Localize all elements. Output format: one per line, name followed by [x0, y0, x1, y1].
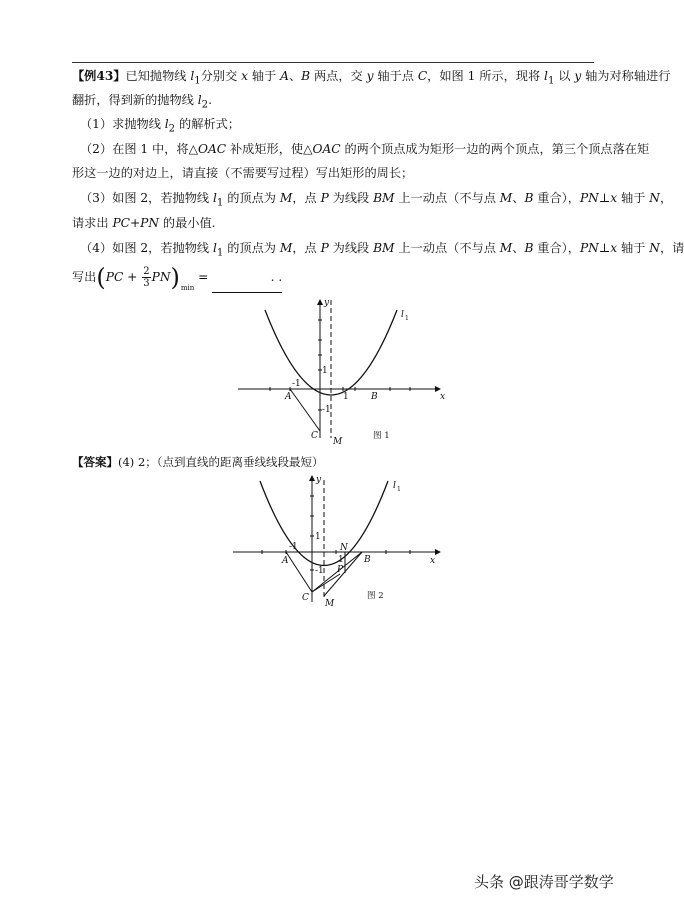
text: 以 — [554, 69, 575, 83]
text: 补成矩形，使△ — [226, 142, 313, 156]
var-OAC: OAC — [312, 142, 341, 156]
text: 轴于点 — [373, 69, 418, 83]
var-N: N — [649, 241, 660, 255]
var-l: l — [212, 241, 217, 255]
var-P: P — [320, 241, 329, 255]
text: ，如图 1 所示，现将 — [427, 69, 545, 83]
watermark: 头条 @跟涛哥学数学 — [474, 873, 614, 891]
sub: 1 — [194, 75, 201, 87]
tick-one-y: 1 — [315, 532, 321, 542]
point-N: N — [340, 543, 348, 553]
answer-text: (4) 2；（点到直线的距离垂线线段最短） — [118, 455, 324, 469]
tick-neg-one-y: -1 — [315, 566, 324, 576]
text: （3）如图 2，若抛物线 — [80, 191, 213, 205]
var-x: x — [610, 241, 618, 255]
y-label: y — [316, 475, 322, 485]
text: ，点 — [292, 241, 321, 255]
var-M: M — [499, 191, 513, 205]
point-B: B — [364, 555, 371, 565]
text: 、 — [512, 191, 525, 205]
left-paren: ( — [96, 263, 106, 292]
answer-label: 【答案】 — [72, 455, 118, 469]
sub: 2 — [168, 123, 176, 135]
text: 的顶点为 — [223, 241, 280, 255]
text: ⊥ — [598, 241, 611, 255]
var-l: l — [197, 93, 202, 107]
text: 形这一边的对边上，请直接（不需要写过程）写出矩形的周长； — [72, 166, 414, 180]
sub: 1 — [216, 247, 224, 259]
text: 轴于 — [617, 191, 650, 205]
var-B: B — [524, 191, 534, 205]
text: 请求出 — [72, 216, 113, 230]
var-l: l — [544, 69, 548, 83]
var-BM: BM — [373, 241, 395, 255]
tick-neg-one: -1 — [292, 379, 301, 389]
example-tag: 【例43】 — [72, 69, 126, 83]
text: 的最小值. — [159, 216, 216, 230]
text: 为线段 — [328, 191, 374, 205]
numerator: 2 — [143, 266, 150, 277]
tick-one-y: 1 — [322, 366, 328, 376]
var-PC-PN: PC+PN — [112, 216, 160, 230]
point-M: M — [333, 437, 343, 447]
y-label: y — [324, 298, 330, 308]
var-A: A — [280, 69, 289, 83]
label-one-near-N: 1 — [338, 555, 344, 565]
point-B: B — [371, 392, 378, 402]
sub: 1 — [216, 197, 224, 209]
text: ，请 — [659, 241, 684, 255]
right-paren: ) — [170, 263, 180, 292]
blank-tail: . . — [270, 270, 283, 284]
var-M: M — [279, 241, 293, 255]
curve-label: l — [401, 310, 404, 320]
var-PN: PN — [151, 270, 171, 284]
var-B: B — [301, 69, 311, 83]
text: 的两个顶点成为矩形一边的两个顶点，第三个顶点落在矩 — [340, 142, 650, 156]
point-A: A — [282, 556, 289, 566]
text: = — [194, 270, 213, 284]
var-l: l — [212, 191, 217, 205]
var-N: N — [649, 191, 660, 205]
x-label: x — [430, 556, 436, 566]
x-label: x — [440, 392, 446, 402]
text: ⊥ — [598, 191, 611, 205]
sub: 2 — [201, 99, 209, 111]
text: （4）如图 2，若抛物线 — [80, 241, 213, 255]
segment-AC — [290, 389, 320, 431]
curve-sub: 1 — [397, 486, 401, 493]
text: 已知抛物线 — [125, 69, 191, 83]
point-C: C — [302, 593, 309, 603]
text: ， — [659, 191, 673, 205]
tick-neg-one: -1 — [289, 542, 298, 552]
point-A: A — [285, 392, 292, 402]
var-y: y — [366, 69, 374, 83]
tick-neg-one-y: -1 — [322, 405, 331, 415]
text: ，点 — [292, 191, 321, 205]
figure-2 — [233, 476, 440, 602]
text: （2）在图 1 中，将△ — [80, 142, 198, 156]
var-l: l — [190, 69, 195, 83]
tick-one-x: 1 — [343, 392, 349, 402]
text: 上一动点（不与点 — [394, 241, 500, 255]
text: 、 — [512, 241, 525, 255]
text: + — [123, 270, 142, 284]
curve-sub: 1 — [405, 315, 409, 322]
point-P: P — [337, 565, 344, 575]
var-PN: PN — [579, 191, 599, 205]
text: 轴于 — [617, 241, 650, 255]
caption-1: 图 1 — [373, 431, 390, 441]
text: 为线段 — [328, 241, 374, 255]
text: 的解析式； — [175, 117, 240, 131]
var-P: P — [320, 191, 329, 205]
var-PN: PN — [579, 241, 599, 255]
var-x: x — [241, 69, 249, 83]
var-PC: PC — [105, 270, 124, 284]
text: 分别交 — [200, 69, 242, 83]
var-C: C — [417, 69, 428, 83]
text: 重合）， — [533, 241, 580, 255]
var-B: B — [524, 241, 534, 255]
text: 写出 — [72, 270, 97, 284]
segment-AC — [286, 552, 312, 592]
text: 翻折，得到新的抛物线 — [72, 93, 198, 107]
text: （1）求抛物线 — [80, 117, 165, 131]
sub: 1 — [547, 75, 555, 87]
min-subscript: min — [180, 284, 195, 292]
var-M: M — [279, 191, 293, 205]
text: 重合）， — [533, 191, 580, 205]
var-l: l — [164, 117, 169, 131]
text: 、 — [288, 69, 302, 83]
text: 两点，交 — [310, 69, 367, 83]
var-BM: BM — [373, 191, 395, 205]
var-y: y — [574, 69, 582, 83]
text: 轴为对称轴进行 — [581, 69, 671, 83]
point-M: M — [325, 599, 335, 609]
text: 的顶点为 — [223, 191, 280, 205]
text: 上一动点（不与点 — [394, 191, 500, 205]
curve-label: l — [393, 481, 396, 491]
figure-1 — [238, 300, 440, 438]
text: 轴于 — [248, 69, 281, 83]
var-M: M — [499, 241, 513, 255]
caption-2: 图 2 — [367, 591, 384, 601]
point-C: C — [311, 431, 318, 441]
text: . — [208, 93, 212, 107]
var-x: x — [610, 191, 618, 205]
denominator: 3 — [143, 278, 150, 289]
var-OAC: OAC — [197, 142, 227, 156]
